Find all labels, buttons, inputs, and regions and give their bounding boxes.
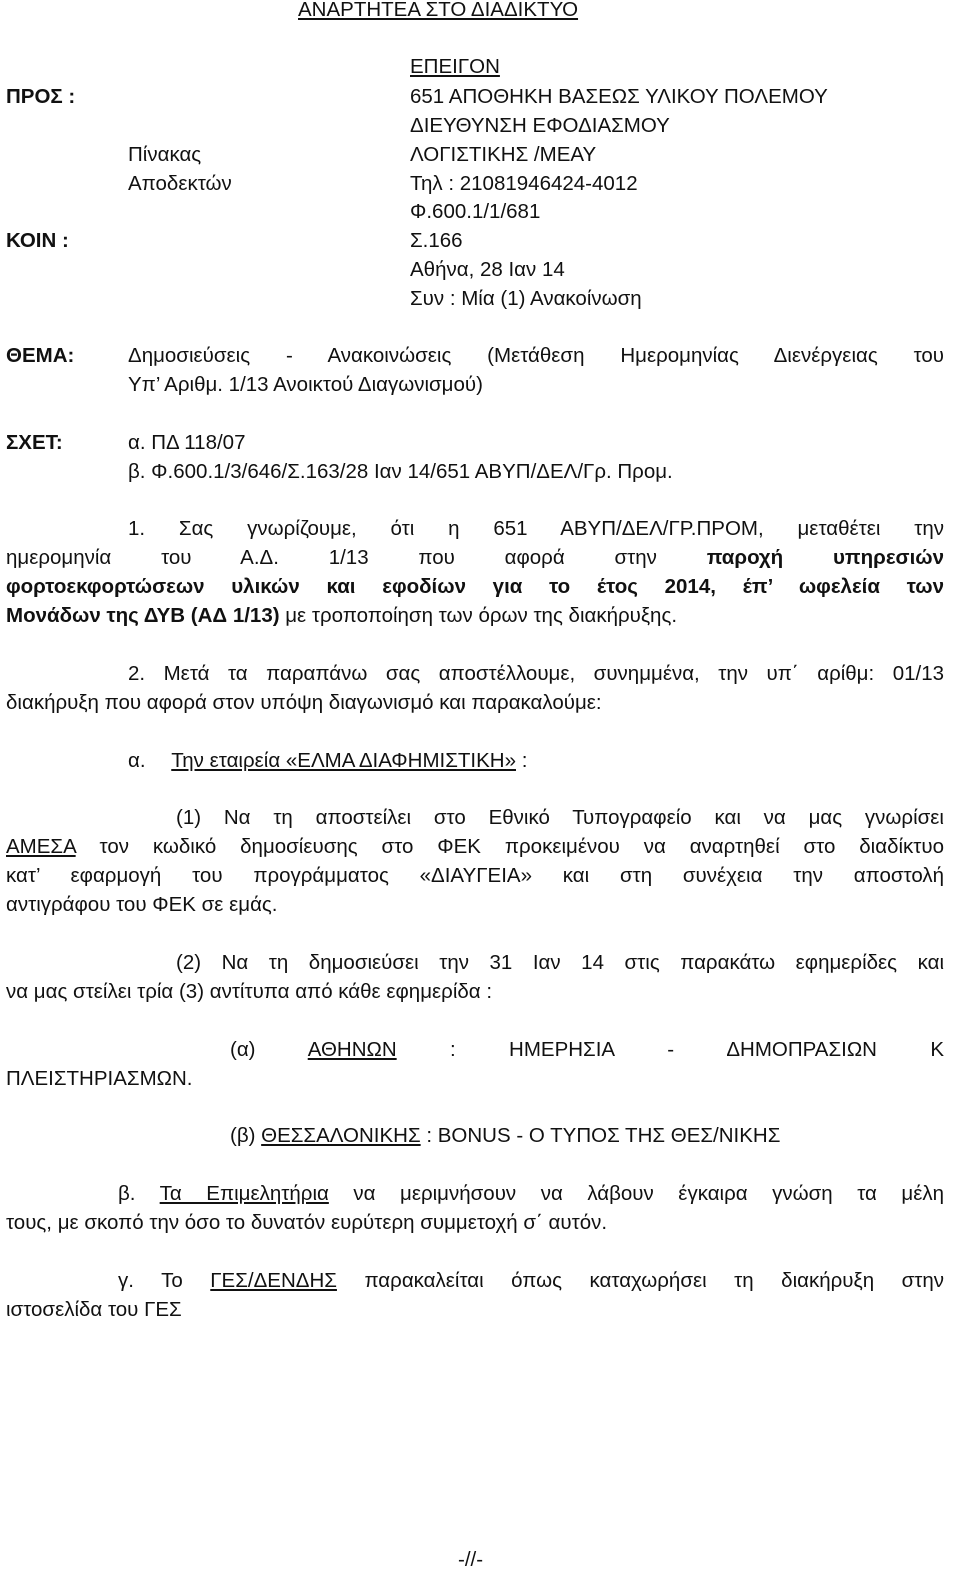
subitem-2-line-1: (2) Να τη δημοσιεύσει την 31 Ιαν 14 στις παρακάτω εφημερίδες και xyxy=(176,951,944,974)
item-g-line-1 xyxy=(118,1269,944,1293)
paragraph-1-line-3: φορτοεκφορτώσεων υλικών και εφοδίων για το έτος 2014, έπ’ ωφελεία των xyxy=(6,575,944,598)
newspaper-thess-city: ΘΕΣΣΑΛΟΝΙΚΗΣ xyxy=(261,1124,421,1147)
subitem-1-text: τον κωδικό δημοσίευσης στο ΦΕΚ προκειμένου να αναρτηθεί στο διαδίκτυο xyxy=(75,835,944,858)
paragraph-2-line-2: διακήρυξη που αφορά στον υπόψη διαγωνισμό και παρακαλούμε: xyxy=(6,691,602,714)
item-g-text: παρακαλείται όπως καταχωρήσει τη διακήρυξη στην xyxy=(336,1269,944,1292)
newspaper-athens-line-2: ΠΛΕΙΣΤΗΡΙΑΣΜΩΝ. xyxy=(6,1067,193,1090)
subitem-2-line-2: να μας στείλει τρία (3) αντίτυπα από κάθε εφημερίδα : xyxy=(6,980,493,1003)
item-a-prefix: α. xyxy=(128,749,152,772)
newspaper-thess-prefix: (β) xyxy=(230,1124,262,1147)
cc-label: ΚΟΙΝ : xyxy=(6,229,69,252)
item-g-unit: ΓΕΣ/ΔΕΝΔΗΣ xyxy=(210,1269,337,1292)
sender-line: Φ.600.1/1/681 xyxy=(410,200,541,223)
sender-line: ΛΟΓΙΣΤΙΚΗΣ /ΜΕΑΥ xyxy=(410,143,597,166)
item-b-prefix: β. xyxy=(118,1182,160,1205)
reference-a: α. ΠΔ 118/07 xyxy=(128,431,246,454)
item-a-company: Την εταιρεία «ΕΛΜΑ ΔΙΑΦΗΜΙΣΤΙΚΗ» xyxy=(171,749,516,772)
paragraph-1-line-4 xyxy=(6,604,677,628)
subitem-1-line-4: αντιγράφου του ΦΕΚ σε εμάς. xyxy=(6,893,278,916)
newspaper-athens-city: ΑΘΗΝΩΝ xyxy=(307,1038,397,1061)
to-value-line-1: Πίνακας xyxy=(128,143,202,166)
item-b-chambers: Τα Επιμελητήρια xyxy=(159,1182,329,1205)
paragraph-1-text: ημερομηνία του Α.Δ. 1/13 που αφορά στην xyxy=(6,546,707,569)
item-b-text: να μεριμνήσουν να λάβουν έγκαιρα γνώση τα μέλη xyxy=(328,1182,945,1205)
subitem-1-line-1: (1) Να τη αποστείλει στο Εθνικό Τυπογραφείο και να μας γνωρίσει xyxy=(176,806,944,829)
sender-line: 651 ΑΠΟΘΗΚΗ ΒΑΣΕΩΣ ΥΛΙΚΟΥ ΠΟΛΕΜΟΥ xyxy=(410,85,828,108)
subject-line-2: Υπ’ Αριθμ. 1/13 Ανοικτού Διαγωνισμού) xyxy=(128,373,483,396)
item-a xyxy=(128,749,527,773)
reference-label: ΣΧΕΤ: xyxy=(6,431,63,454)
newspaper-athens-title: : ΗΜΕΡΗΣΙΑ - ΔΗΜΟΠΡΑΣΙΩΝ Κ xyxy=(396,1038,944,1061)
newspaper-thessaloniki xyxy=(230,1124,780,1148)
newspaper-athens xyxy=(230,1038,944,1062)
item-g-prefix: γ. Το xyxy=(118,1269,211,1292)
paragraph-1-line-1: 1. Σας γνωρίζουμε, ότι η 651 ΑΒΥΠ/ΔΕΛ/ΓΡ.ΠΡΟΜ, μεταθέτει την xyxy=(128,517,944,540)
newspaper-thess-title: : BONUS - Ο ΤΥΠΟΣ ΤΗΣ ΘΕΣ/ΝΙΚΗΣ xyxy=(420,1124,781,1147)
sender-line: Αθήνα, 28 Ιαν 14 xyxy=(410,258,565,281)
sender-line: Τηλ : 21081946424-4012 xyxy=(410,172,638,195)
subitem-1-emphasis: ΑΜΕΣΑ xyxy=(6,835,76,858)
posting-banner: ΑΝΑΡΤΗΤΕΑ ΣΤΟ ΔΙΑΔΙΚΤΥΟ xyxy=(298,0,579,21)
page-end-mark: -//- xyxy=(458,1548,484,1571)
item-g-line-2: ιστοσελίδα του ΓΕΣ xyxy=(6,1298,182,1321)
to-value-line-2: Αποδεκτών xyxy=(128,172,232,195)
paragraph-1-bold-unit: Μονάδων της ΔΥΒ (ΑΔ 1/13) xyxy=(6,604,280,627)
subitem-1-line-2 xyxy=(6,835,944,859)
subject-label: ΘΕΜΑ: xyxy=(6,344,75,367)
item-b-line-1 xyxy=(118,1182,944,1206)
newspaper-athens-prefix: (α) xyxy=(230,1038,308,1061)
sender-line: Συν : Μία (1) Ανακοίνωση xyxy=(410,287,642,310)
paragraph-2-line-1: 2. Μετά τα παραπάνω σας αποστέλλουμε, συνημμένα, την υπ΄ αρίθμ: 01/13 xyxy=(128,662,944,685)
reference-b: β. Φ.600.1/3/646/Σ.163/28 Ιαν 14/651 ΑΒΥΠ/ΔΕΛ/Γρ. Προμ. xyxy=(128,460,673,483)
paragraph-1-bold: παροχή υπηρεσιών xyxy=(706,546,944,569)
subject-line-1: Δημοσιεύσεις - Ανακοινώσεις (Μετάθεση Ημερομηνίας Διενέργειας του xyxy=(128,344,944,367)
sender-line: Σ.166 xyxy=(410,229,463,252)
paragraph-1-tail: με τροποποίηση των όρων της διακήρυξης. xyxy=(279,604,678,627)
to-label: ΠΡΟΣ : xyxy=(6,85,76,108)
sender-line: ΔΙΕΥΘΥΝΣΗ ΕΦΟΔΙΑΣΜΟΥ xyxy=(410,114,670,137)
paragraph-1-line-2 xyxy=(6,546,944,570)
urgency-label: ΕΠΕΙΓΟΝ xyxy=(410,55,500,78)
subitem-1-line-3: κατ’ εφαρμογή του προγράμματος «ΔΙΑΥΓΕΙΑ» και στη συνέχεια την αποστολή xyxy=(6,864,944,887)
item-a-suffix: : xyxy=(516,749,528,772)
item-b-line-2: τους, με σκοπό την όσο το δυνατόν ευρύτερη συμμετοχή σ΄ αυτόν. xyxy=(6,1211,608,1234)
